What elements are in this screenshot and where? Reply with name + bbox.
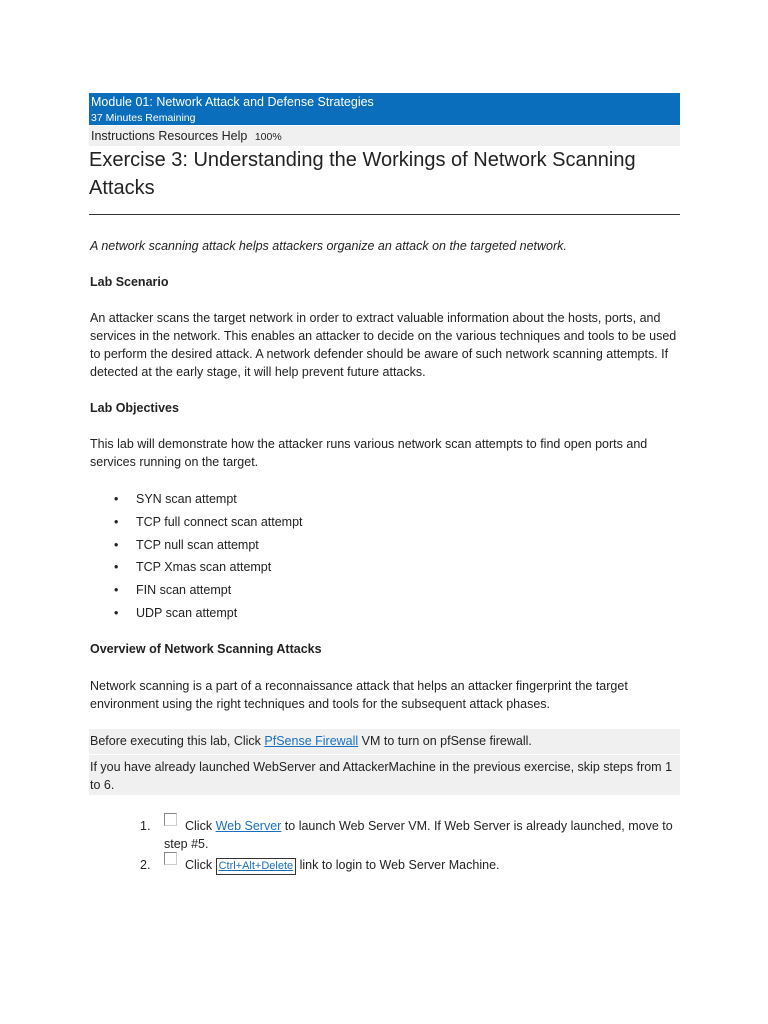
zoom-level[interactable]: 100% (254, 131, 282, 143)
step-1 (90, 817, 680, 853)
note-box-skip (89, 755, 680, 795)
menu-bar (89, 126, 680, 146)
note-firewall-text (90, 732, 678, 750)
step-2 (90, 856, 680, 876)
step-suffix: link to login to Web Server Machine. (296, 858, 500, 872)
step-text (164, 856, 680, 875)
module-title: Module 01: Network Attack and Defense Strategies (91, 95, 374, 109)
note-firewall-prefix: Before executing this lab, Click (90, 734, 265, 748)
list-item: • TCP null scan attempt (90, 536, 303, 559)
time-remaining: 37 Minutes Remaining (91, 112, 196, 124)
step-number: 2. (140, 858, 151, 872)
web-server-link[interactable]: Web Server (215, 819, 282, 833)
list-item: • TCP Xmas scan attempt (90, 558, 303, 581)
module-header-bar (89, 93, 680, 125)
note-box-firewall (89, 729, 680, 754)
step-prefix: Click (185, 819, 216, 833)
objectives-list (90, 490, 303, 627)
overview-heading: Overview of Network Scanning Attacks (90, 642, 322, 656)
step-suffix: to launch Web Server VM. If Web Server is already launched, move to step #5. (164, 819, 673, 851)
note-skip-text: If you have already launched WebServer and AttackerMachine in the previous exercise, skip steps from 1 to 6. (90, 760, 673, 792)
list-item: • UDP scan attempt (90, 604, 303, 627)
list-item: • TCP full connect scan attempt (90, 513, 303, 536)
menu-resources[interactable]: Resources (158, 129, 219, 143)
lab-scenario-heading: Lab Scenario (90, 275, 169, 289)
page-title: Exercise 3: Understanding the Workings of Network Scanning Attacks (89, 149, 636, 199)
lab-objectives-heading: Lab Objectives (90, 401, 179, 415)
pfsense-firewall-link[interactable]: PfSense Firewall (264, 734, 359, 748)
note-firewall-suffix: VM to turn on pfSense firewall. (358, 734, 532, 748)
lab-scenario-text: An attacker scans the target network in order to extract valuable information about the hosts, ports, and services in the network. This enables an attacker to decide on the various techniques and tools to be used to perform the desired attack. A network defender should be aware of such network scanning attempts. If detected at the early stage, it will help prevent future attacks. (90, 311, 677, 379)
title-divider (89, 214, 680, 215)
step-number: 1. (140, 819, 151, 833)
step-prefix: Click (185, 858, 216, 872)
intro-text: A network scanning attack helps attackers organize an attack on the targeted network. (90, 239, 567, 253)
list-item: • SYN scan attempt (90, 490, 303, 513)
step-text (164, 817, 680, 853)
ctrl-alt-delete-link[interactable]: Ctrl+Alt+Delete (216, 858, 297, 875)
list-item: • FIN scan attempt (90, 581, 303, 604)
menu-help[interactable]: Help (221, 129, 248, 143)
overview-text: Network scanning is a part of a reconnaissance attack that helps an attacker fingerprint the target environment using the right techniques and tools for the subsequent attack phases. (90, 679, 628, 711)
lab-objectives-text: This lab will demonstrate how the attacker runs various network scan attempts to find open ports and services running on the target. (90, 437, 648, 469)
menu-instructions[interactable]: Instructions (91, 129, 155, 143)
